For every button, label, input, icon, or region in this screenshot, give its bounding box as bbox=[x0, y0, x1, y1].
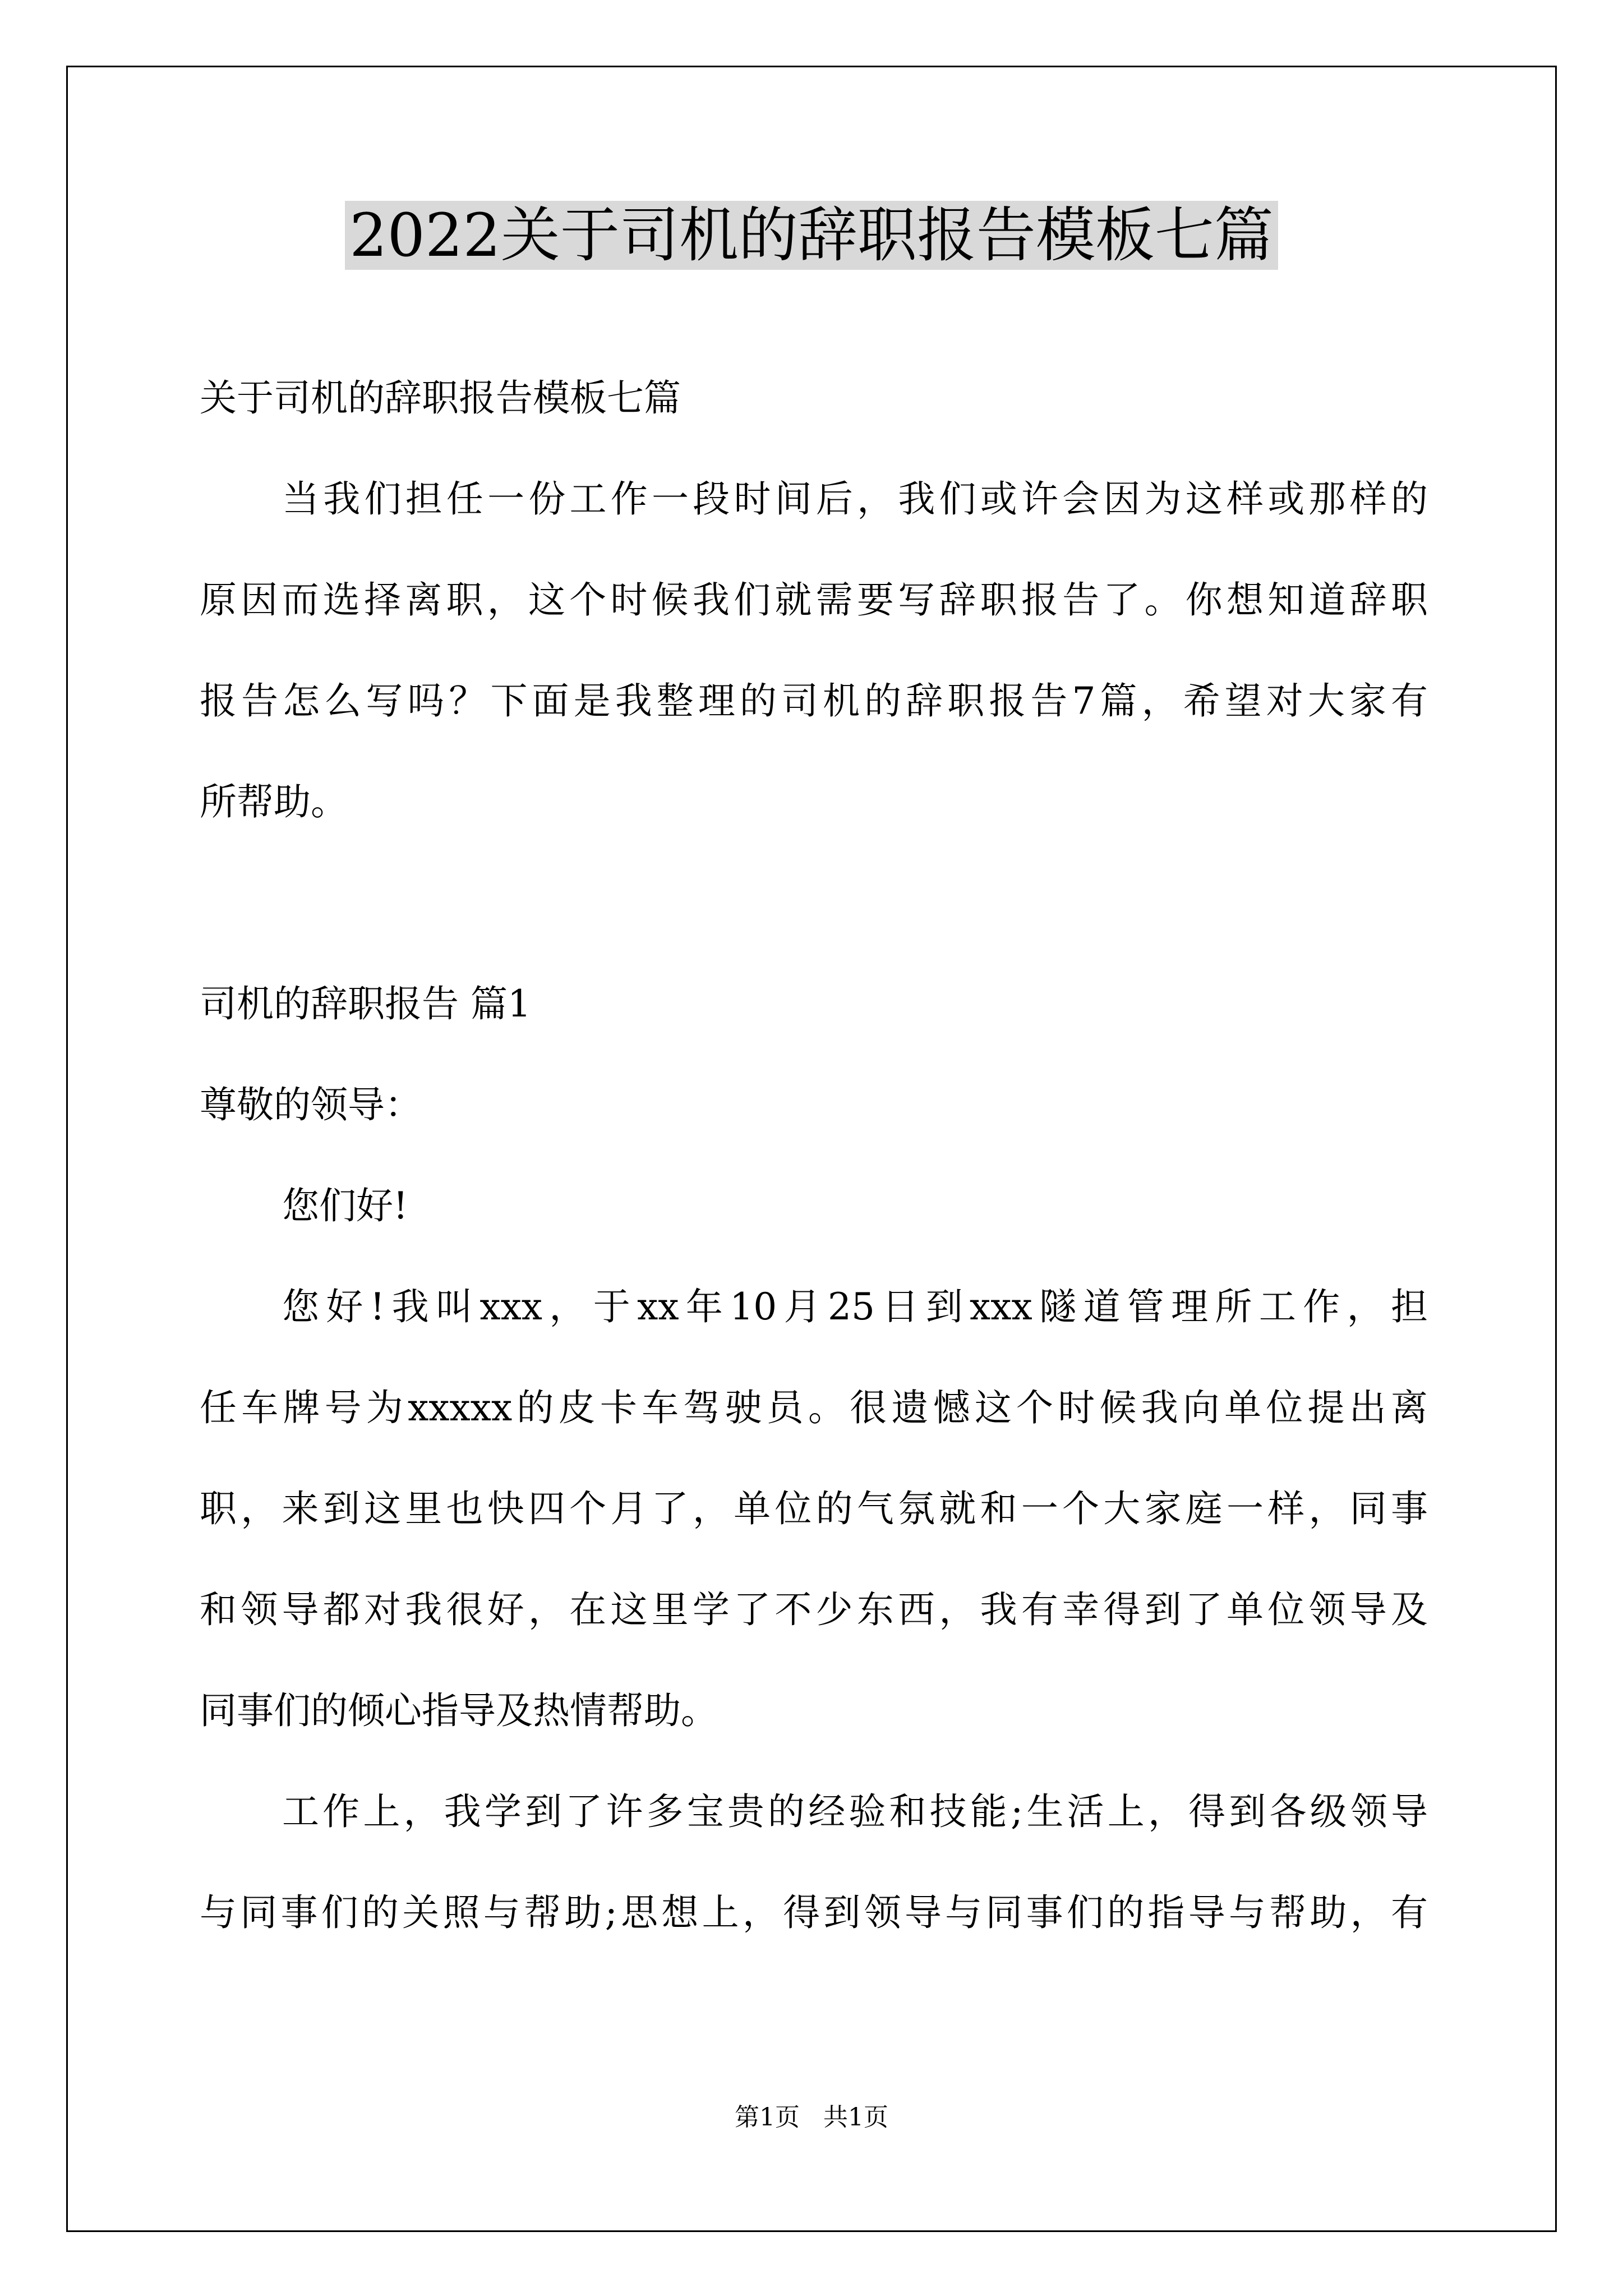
document-title-text: 2022关于司机的辞职报告模板七篇 bbox=[345, 201, 1278, 270]
paragraph-line: 职，来到这里也快四个月了，单位的气氛就和一个大家庭一样，同事 bbox=[200, 1487, 1428, 1530]
letter-paragraph-1 bbox=[200, 1257, 1428, 1761]
intro-line: 报告怎么写吗？下面是我整理的司机的辞职报告7篇，希望对大家有 bbox=[200, 679, 1428, 723]
intro-line: 所帮助。 bbox=[200, 780, 348, 823]
letter-paragraph-2 bbox=[200, 1761, 1428, 1963]
paragraph-line: 和领导都对我很好，在这里学了不少东西，我有幸得到了单位领导及 bbox=[200, 1588, 1428, 1631]
paragraph-line: 您好!我叫xxx，于xx年10月25日到xxx隧道管理所工作，担 bbox=[282, 1285, 1428, 1328]
paragraph-line: 任车牌号为xxxxx的皮卡车驾驶员。很遗憾这个时候我向单位提出离 bbox=[200, 1386, 1428, 1429]
paragraph-line: 工作上，我学到了许多宝贵的经验和技能;生活上，得到各级领导 bbox=[282, 1790, 1428, 1833]
salutation: 尊敬的领导： bbox=[200, 1083, 422, 1126]
page-footer: 第1页 共1页 bbox=[735, 2103, 888, 2132]
paragraph-line: 与同事们的关照与帮助;思想上，得到领导与同事们的指导与帮助，有 bbox=[200, 1891, 1428, 1934]
section-heading: 司机的辞职报告 篇1 bbox=[200, 982, 531, 1025]
intro-line: 原因而选择离职，这个时候我们就需要写辞职报告了。你想知道辞职 bbox=[200, 578, 1428, 622]
subtitle-block bbox=[200, 348, 1428, 449]
paragraph-line: 同事们的倾心指导及热情帮助。 bbox=[200, 1689, 718, 1732]
greeting: 您们好! bbox=[282, 1184, 408, 1227]
document-title bbox=[0, 194, 1623, 278]
letter-header bbox=[200, 954, 1428, 1257]
intro-line: 当我们担任一份工作一段时间后，我们或许会因为这样或那样的 bbox=[282, 477, 1428, 521]
document-subtitle: 关于司机的辞职报告模板七篇 bbox=[200, 376, 681, 420]
intro-paragraph bbox=[200, 449, 1428, 853]
